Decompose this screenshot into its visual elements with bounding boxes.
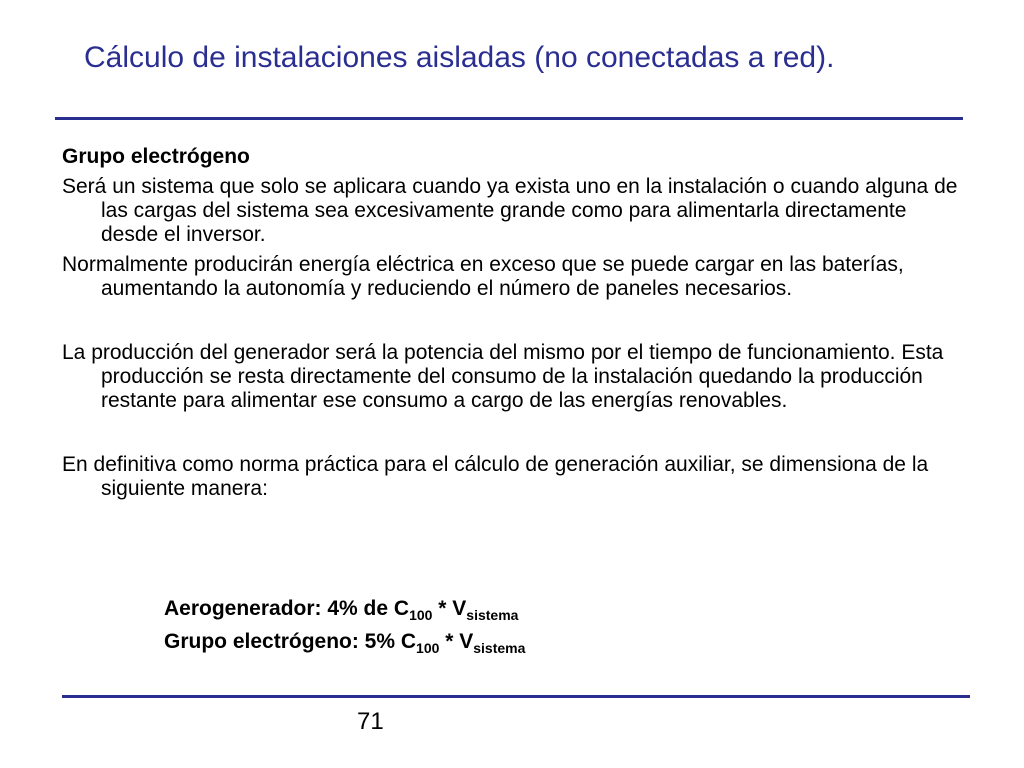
formula-aerogenerador-sub-capacity: 100 (409, 607, 433, 623)
formula-grupo-electrogeno (164, 629, 525, 655)
formula-aerogenerador-mid: * V (432, 597, 467, 620)
formula-aerogenerador-prefix: Aerogenerador: 4% de C (164, 597, 410, 620)
paragraph-3: La producción del generador será la potencia del mismo por el tiempo de funcionamiento. Esta producción se resta directamente del consumo de la instalación quedando la producción restante para alimentar ese consumo a cargo de las energías renovables. (62, 341, 944, 412)
formula-grupo-sub-capacity: 100 (416, 640, 440, 656)
formula-grupo-sub-voltage: sistema (473, 640, 526, 656)
slide-title: Cálculo de instalaciones aisladas (no conectadas a red). (84, 41, 835, 74)
page-number: 71 (357, 708, 384, 735)
formula-aerogenerador (164, 596, 518, 622)
paragraph-4: En definitiva como norma práctica para el cálculo de generación auxiliar, se dimensiona de la siguiente manera: (62, 453, 929, 500)
formula-aerogenerador-sub-voltage: sistema (466, 607, 519, 623)
formula-grupo-mid: * V (439, 630, 474, 653)
slide-body (62, 145, 962, 501)
top-divider (55, 117, 963, 120)
section-heading: Grupo electrógeno (62, 145, 250, 168)
formula-grupo-prefix: Grupo electrógeno: 5% C (164, 630, 417, 653)
bottom-divider (62, 695, 970, 698)
paragraph-1: Será un sistema que solo se aplicara cuando ya exista uno en la instalación o cuando alguna de las cargas del sistema sea excesivamente grande como para alimentarla directamente desde el inversor. (62, 175, 958, 246)
paragraph-2: Normalmente producirán energía eléctrica en exceso que se puede cargar en las baterías, aumentando la autonomía y reduciendo el número de paneles necesarios. (62, 253, 904, 300)
